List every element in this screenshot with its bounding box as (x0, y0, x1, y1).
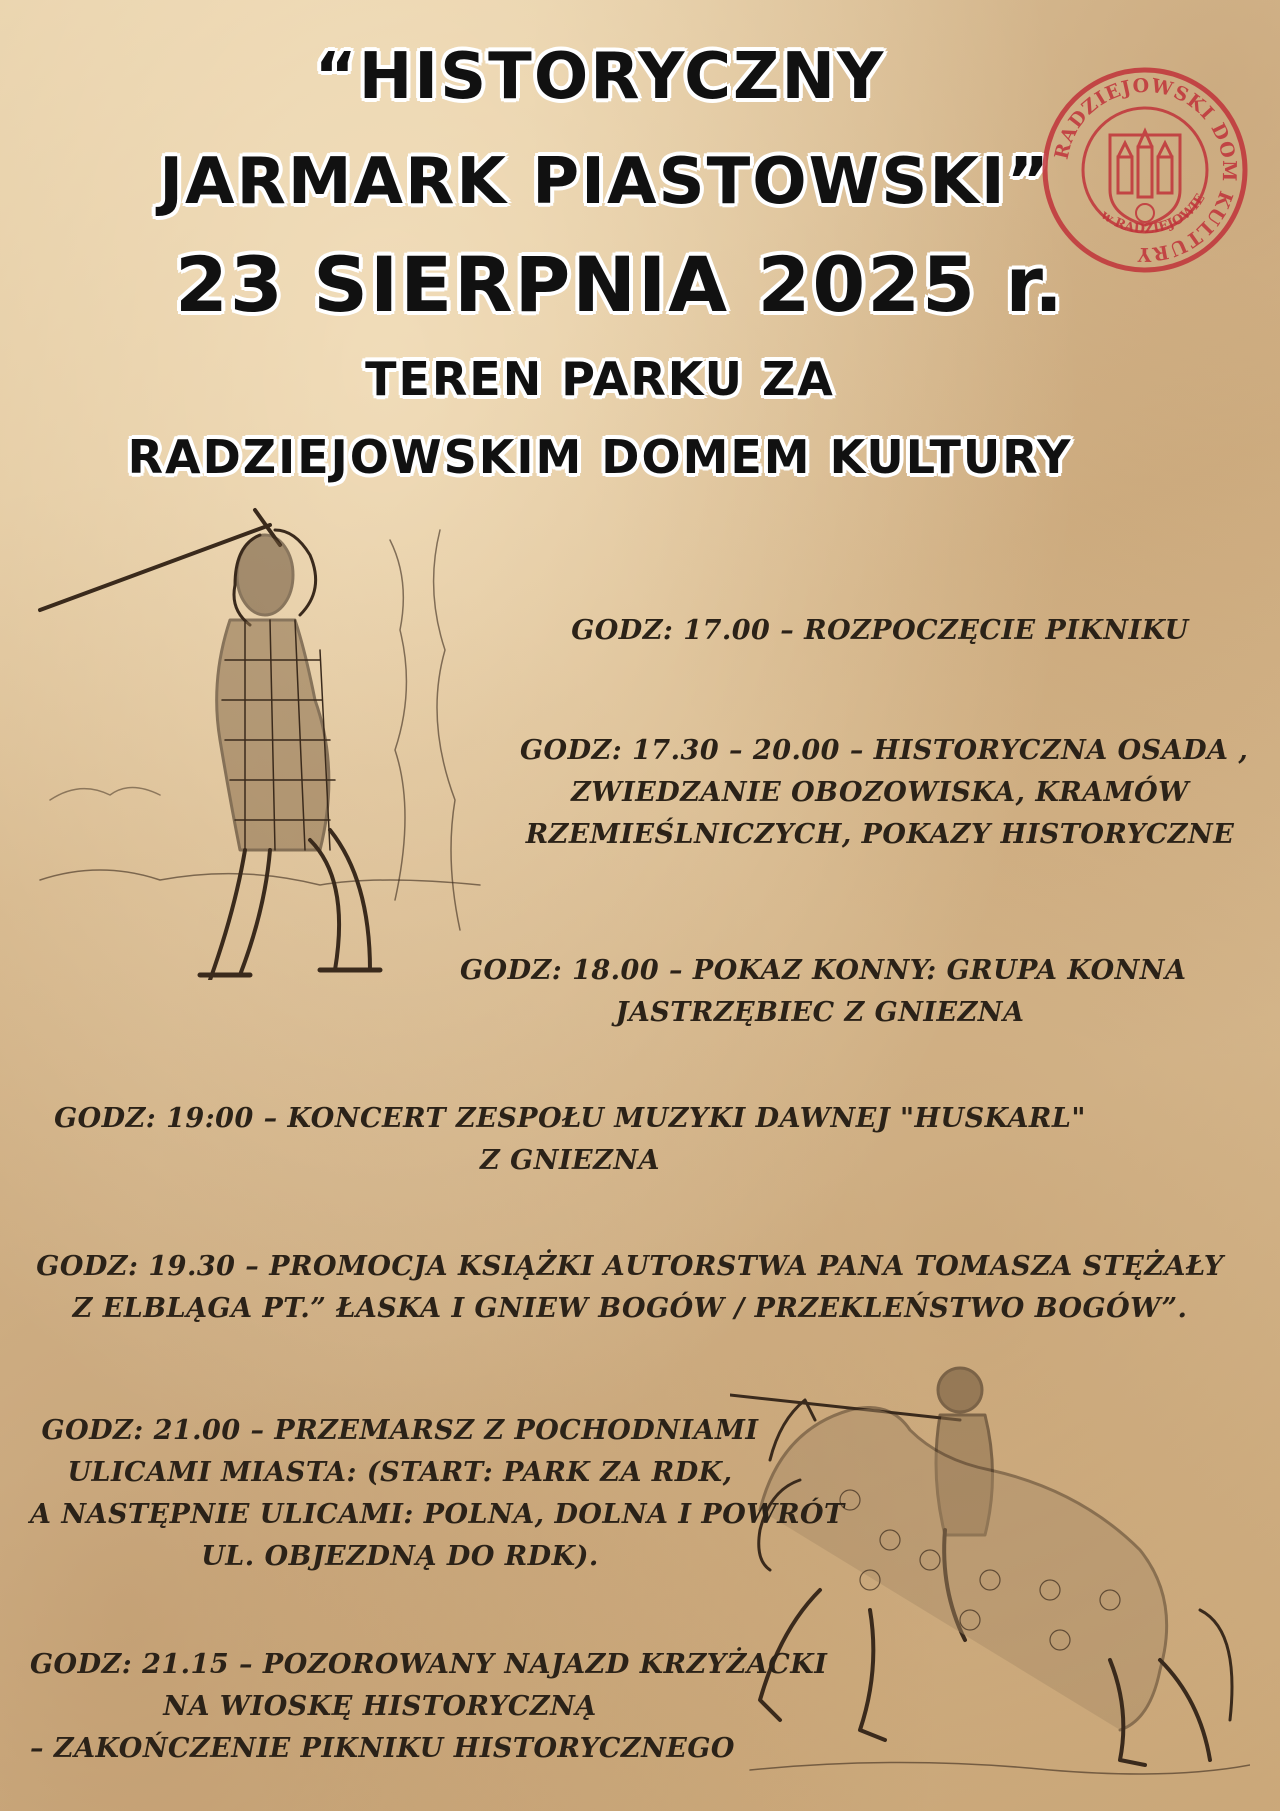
knight-with-sword-illustration (30, 500, 500, 980)
schedule-line: JASTRZĘBIEC Z GNIEZNA (615, 997, 1025, 1028)
schedule-line: GODZ: 18.00 – POKAZ KONNY: GRUPA KONNA (460, 955, 1187, 986)
schedule-item (30, 1644, 828, 1770)
schedule-line: RZEMIEŚLNICZYCH, POKAZY HISTORYCZNE (525, 819, 1235, 850)
cultural-center-stamp-icon (1040, 65, 1250, 275)
schedule-line: UL. OBJEZDNĄ DO RDK). (201, 1541, 599, 1572)
schedule-line: Z GNIEZNA (480, 1145, 660, 1176)
venue-line-1: TEREN PARKU ZA (365, 352, 835, 406)
schedule-item (20, 1246, 1240, 1330)
schedule-line: ZWIEDZANIE OBOZOWISKA, KRAMÓW (571, 777, 1189, 808)
schedule-item (520, 730, 1249, 856)
schedule-item (520, 610, 1240, 652)
venue-line-2: RADZIEJOWSKIM DOMEM KULTURY (127, 430, 1073, 484)
schedule-line: GODZ: 21.15 – POZOROWANY NAJAZD KRZYŻACKI (30, 1649, 828, 1680)
title-line-2: JARMARK PIASTOWSKI” (159, 145, 1051, 219)
stamp-bottom-text: w RADZIEJOWIE (1098, 191, 1209, 238)
schedule-line: Z ELBLĄGA PT.” ŁASKA I GNIEW BOGÓW / PRZEKLEŃSTWO BOGÓW”. (72, 1293, 1188, 1324)
schedule-line: GODZ: 19:00 – KONCERT ZESPOŁU MUZYKI DAWNEJ "HUSKARL" (54, 1103, 1086, 1134)
schedule-item (460, 950, 1187, 1034)
schedule-line: – ZAKOŃCZENIE PIKNIKU HISTORYCZNEGO (30, 1733, 735, 1764)
schedule-line: NA WIOSKĘ HISTORYCZNĄ (163, 1691, 597, 1722)
schedule-line: GODZ: 17.00 – ROZPOCZĘCIE PIKNIKU (571, 615, 1189, 646)
event-date: 23 SIERPNIA 2025 r. (174, 240, 1066, 329)
schedule-line: GODZ: 19.30 – PROMOCJA KSIĄŻKI AUTORSTWA PANA TOMASZA STĘŻAŁY (36, 1251, 1224, 1282)
schedule-line: GODZ: 21.00 – PRZEMARSZ Z POCHODNIAMI (41, 1415, 759, 1446)
stamp-ring-text: RADZIEJOWSKI DOM KULTURY (1050, 74, 1241, 266)
title-line-1: “HISTORYCZNY (314, 40, 886, 114)
schedule-line: GODZ: 17.30 – 20.00 – HISTORYCZNA OSADA , (520, 735, 1249, 766)
schedule-item (30, 1410, 845, 1578)
schedule-item (40, 1098, 1100, 1182)
mounted-knight-illustration (730, 1360, 1250, 1780)
schedule-line: ULICAMI MIASTA: (START: PARK ZA RDK, (67, 1457, 733, 1488)
schedule-line: A NASTĘPNIE ULICAMI: POLNA, DOLNA I POWRÓT (30, 1499, 845, 1530)
